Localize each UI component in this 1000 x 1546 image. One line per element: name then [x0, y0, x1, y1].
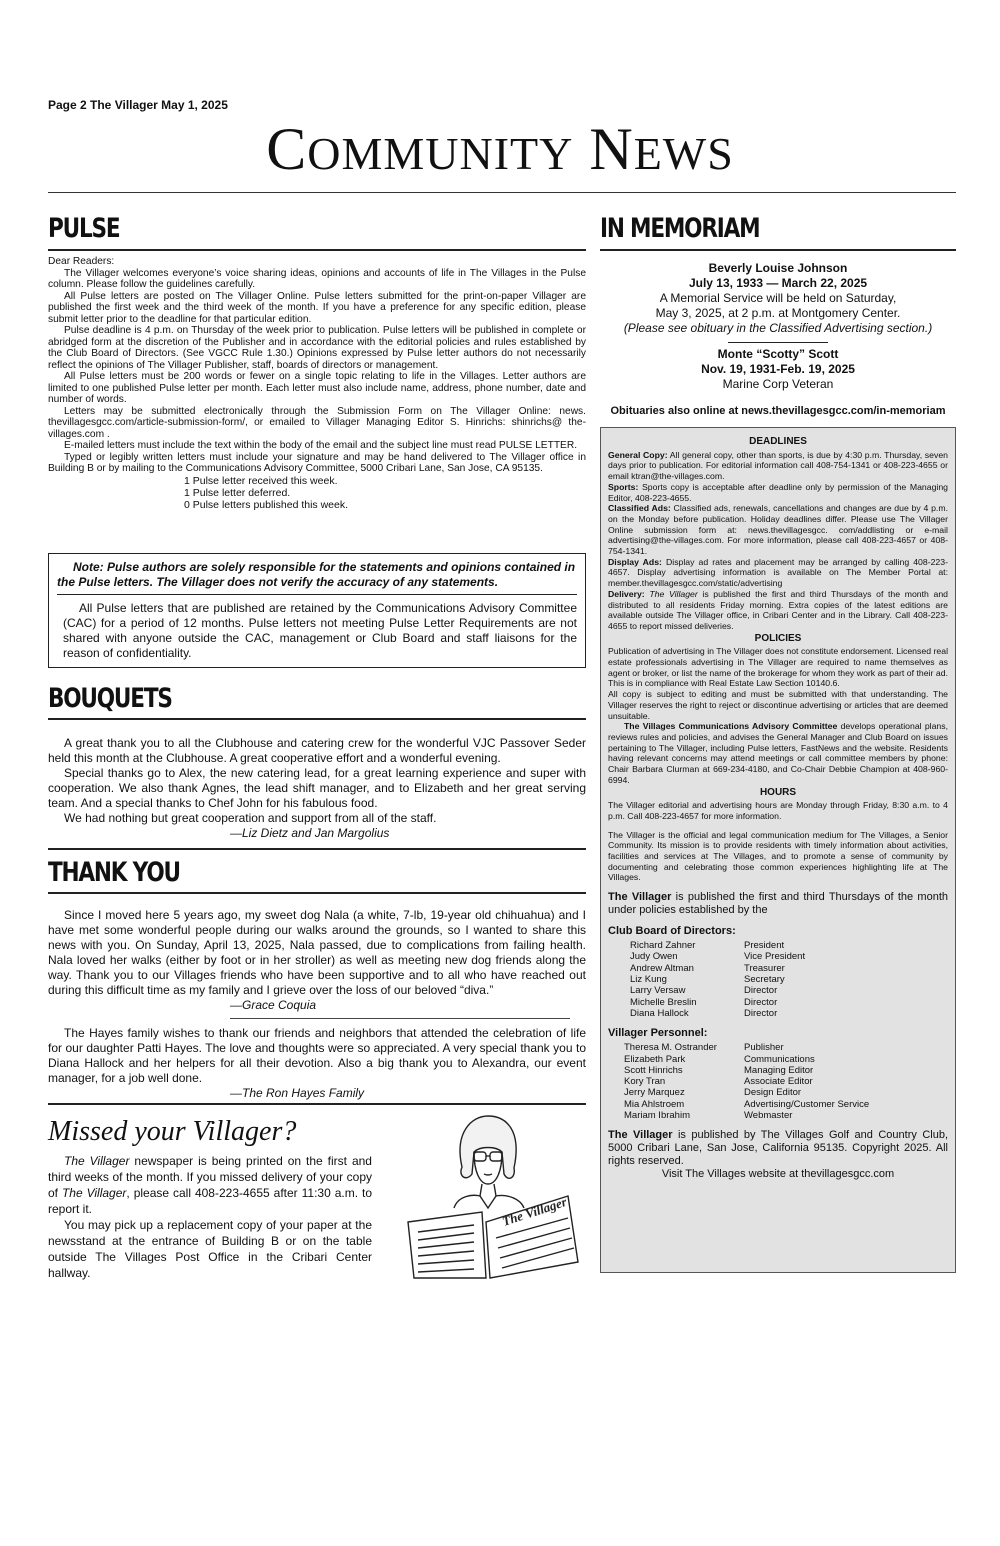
newspaper-masthead: The Villager	[500, 1193, 569, 1229]
section-rule	[48, 1103, 586, 1105]
thank-you-rule	[48, 892, 586, 894]
count-line: 1 Pulse letter received this week.	[184, 474, 338, 487]
roster-row: Judy Owen Vice President	[630, 951, 806, 963]
deadline-delivery: Delivery: The Villager is published the first and third Thursdays of the month and distributed to all residents Friday morning. Extra copies of the latest editions are available outside The Villager office, in Cribari Center and in the Library. Call 408-223-4655 to report missed deliveries.	[608, 588, 948, 631]
bouquets-paragraph: Special thanks go to Alex, the new catering lead, for a great learning experience and super with cooperation. We also thank Agnes, the lead shift manager, and to Elizabeth and her great serving team. And a special thanks to Chef John for his fabulous food.	[48, 766, 586, 810]
roster-row: Richard Zahner President	[630, 940, 785, 952]
board-roster	[630, 940, 948, 1019]
roster-row: Theresa M. Ostrander Publisher	[624, 1042, 784, 1054]
roster-row: Mia Ahlstroem Advertising/Customer Service	[624, 1098, 870, 1110]
roster-row: Kory Tran Associate Editor	[624, 1076, 813, 1088]
pulse-heading: PULSE	[48, 213, 120, 244]
roster-row: Scott Hinrichs Managing Editor	[624, 1064, 814, 1076]
memoriam-entry	[600, 261, 956, 392]
info-box	[600, 427, 956, 1273]
obituary-note: (Please see obituary in the Classified Advertising section.)	[623, 321, 933, 335]
bouquets-section	[48, 684, 586, 841]
obituaries-online-link[interactable]: Obituaries also online at news.thevillagesgcc.com/in-memoriam	[610, 405, 946, 417]
pulse-counts	[184, 475, 586, 511]
roster-row: Liz Kung Secretary	[630, 974, 785, 986]
memoriam-rule	[600, 249, 956, 251]
service-info: Marine Corp Veteran	[722, 377, 834, 391]
entry-divider	[728, 342, 828, 343]
life-dates: Nov. 19, 1931-Feb. 19, 2025	[701, 362, 855, 376]
published-text: The Villager is published the first and third Thursdays of the month under policies established by the	[608, 891, 949, 917]
pulse-paragraph: All Pulse letters are posted on The Villager Online. Pulse letters submitted for the print-on-paper Villager are published the first week and the third week of the month. If you have a preference for any specific edition, please submit letter prior to the deadline for that particular edition.	[48, 290, 586, 325]
personnel-roster	[624, 1042, 948, 1121]
deadline-sports: Sports: Sports copy is acceptable after deadline only by permission of the Managing Editor, 408-223-4655.	[608, 481, 948, 503]
pulse-note: Note: Pulse authors are solely responsible for the statements and opinions contained in the Pulse letters. The Villager does not verify the accuracy of any statements.	[57, 560, 576, 589]
pulse-note-box	[48, 553, 586, 668]
letter-divider	[230, 1018, 570, 1019]
memoriam-heading: IN MEMORIAM	[600, 213, 760, 244]
memoriam-section	[600, 214, 956, 417]
pulse-paragraph: All Pulse letters must be 200 words or fewer on a single topic relating to life in the Villages. Letter authors are limited to one published Pulse letter per month. Each letter must also include name, address, phone number, date and number of words.	[48, 371, 586, 405]
page-header: Page 2 The Villager May 1, 2025	[48, 98, 228, 112]
bouquets-paragraph: A great thank you to all the Clubhouse and catering crew for the wonderful VJC Passover Seder held this month at the Clubhouse. A great cooperative effort and a wonderful evening.	[48, 736, 586, 765]
missed-title: Missed your Villager?	[48, 1116, 297, 1147]
pulse-paragraph: E-mailed letters must include the text within the body of the email and the subject line must read PULSE LETTER.	[64, 440, 578, 451]
deadline-classified: Classified Ads: Classified ads, renewals, cancellations and changes are due by 4 p.m. on the Monday before publication. Holiday deadlines differ. Please use The Villager Online submission form at: news.thevillagesgcc. com/addlisting or e-mail advertising@the-villages.com. For more information, please call 408-223-4657 or 408-754-1341.	[608, 503, 948, 557]
policy-text: All copy is subject to editing and must be submitted with that understanding. The Villager reserves the right to reject or discontinue advertising or articles that are deemed unsuitable.	[608, 689, 948, 721]
hours-text: The Villager editorial and advertising hours are Monday through Friday, 8:30 a.m. to 4 p.m. Call 408-223-4657 for more information.	[608, 800, 948, 821]
woman-reading-newspaper-illustration	[404, 1112, 582, 1280]
thank-you-letter: The Hayes family wishes to thank our friends and neighbors that attended the celebration of life for our daughter Patti Hayes. The love and thoughts were so appreciated. A very special thank you to Diana Hallock and her helpers for all their devotion. Also a big thank you to Alexandra, our event manager, for a job well done.	[48, 1026, 586, 1085]
bouquets-rule	[48, 718, 586, 720]
pulse-body	[48, 256, 586, 511]
count-line: 0 Pulse letters published this week.	[184, 498, 349, 511]
bouquets-body	[48, 736, 586, 841]
board-title: Club Board of Directors:	[608, 925, 736, 938]
missed-body	[48, 1153, 372, 1281]
thank-you-body	[48, 908, 586, 1101]
pulse-paragraph: Letters may be submitted electronically through the Submission Form on The Villager Online: news. thevillagesgcc.com/article-submission-form/, or emailed to Villager Managing Editor S. Hinrichs: shinrichs@ the-villages.com .	[48, 405, 586, 440]
roster-row: Michelle Breslin Director	[630, 996, 778, 1008]
pulse-paragraph: The Villager welcomes everyone’s voice sharing ideas, opinions and accounts of life in The Villages in the Pulse column. Please follow the guidelines carefully.	[48, 267, 586, 290]
life-dates: July 13, 1933 — March 22, 2025	[688, 276, 868, 290]
note-divider	[57, 594, 577, 595]
thank-you-heading: THANK YOU	[48, 857, 180, 888]
personnel-title: Villager Personnel:	[608, 1027, 708, 1040]
thank-you-section	[48, 858, 586, 1101]
missed-paragraph: The Villager newspaper is being printed on the first and third weeks of the month. If you missed delivery of your copy of The Villager, please call 408-223-4655 after 11:30 a.m. to report it.	[48, 1154, 372, 1216]
roster-row: Diana Hallock Director	[630, 1007, 778, 1019]
pulse-rule	[48, 249, 586, 251]
count-line: 1 Pulse letter deferred.	[184, 486, 291, 499]
roster-row: Larry Versaw Director	[630, 985, 778, 997]
missed-paragraph: You may pick up a replacement copy of your paper at the newsstand at the entrance of Building B or on the table outside The Villages Post Office in the Cribari Center hallway.	[48, 1218, 372, 1280]
policy-text: Publication of advertising in The Villager does not constitute endorsement. Licensed real estate professionals advertising in The Villager are required to name themselves as agent or broker, or list the name of the brokerage for whom they work as part of their ad. This is in compliance with Real Estate Law Section 10140.6.	[608, 646, 948, 689]
salutation: Dear Readers:	[48, 256, 115, 267]
deadline-display: Display Ads: Display ad rates and placement may be arranged by calling 408-223-4657. Display advertising information is available on The Member Portal at: member.thevillagesgcc.com/static/advertising	[608, 556, 948, 589]
signature: —The Ron Hayes Family	[230, 1086, 365, 1100]
service-info: May 3, 2025, at 2 p.m. at Montgomery Center.	[655, 306, 901, 320]
deceased-name: Monte “Scotty” Scott	[717, 347, 839, 361]
deadlines-title: DEADLINES	[749, 436, 807, 447]
pulse-paragraph: Typed or legibly written letters must include your signature and may be hand delivered to The Villager office in Building B or by mailing to the Communications Advisory Committee, 5000 Cribari Lane, San Jose, CA 95135.	[48, 451, 586, 474]
mission-text: The Villager is the official and legal communication medium for The Villages, a Senior Community. Its mission is to provide residents with timely information about activities, facilities and services at The Villages, and to promote a sense of community by documenting and celebrating those common experiences highlighting life at The Villages.	[608, 829, 948, 883]
roster-row: Andrew Altman Treasurer	[630, 962, 785, 974]
service-info: A Memorial Service will be held on Saturday,	[659, 291, 897, 305]
roster-row: Jerry Marquez Design Editor	[624, 1087, 802, 1099]
thank-you-letter: Since I moved here 5 years ago, my sweet dog Nala (a white, 7-lb, 19-year old chihuahua) and I have met some wonderful people during our walks around the grounds, so I wanted to share this news with you. On Sunday, April 13, 2025, Nala passed, due to complications from failing health. Nala loved her walks (either by foot or in her stroller) as well as meeting new dog friends along the way. Thank you to our Villages friends who have been supportive and to all who have reached out during this difficult time as my family and I grieve over the loss of our beloved “diva.”	[48, 908, 586, 997]
retention-note: All Pulse letters that are published are retained by the Communications Advisory Committee (CAC) for a period of 12 months. Pulse letters not meeting Pulse Letter Requirements are not shared with anyone outside the CAC, management or Club Board and staff liaisons for the reason of confidentiality.	[63, 601, 577, 660]
publisher-text: The Villager is published by The Villages Golf and Country Club, 5000 Cribari Lane, San Jose, California 95135. Copyright 2025. All rights reserved.	[608, 1129, 948, 1168]
hours-title: HOURS	[759, 786, 797, 798]
banner-rule	[48, 192, 956, 193]
bouquets-paragraph: We had nothing but great cooperation and support from all of the staff.	[64, 811, 437, 825]
policies-title: POLICIES	[754, 632, 802, 644]
roster-row: Elizabeth Park Communications	[624, 1053, 815, 1065]
bouquets-heading: BOUQUETS	[48, 683, 172, 714]
section-banner: COMMUNITY NEWS	[266, 116, 734, 182]
website-link[interactable]: Visit The Villages website at thevillagesgcc.com	[661, 1168, 895, 1181]
signature: —Liz Dietz and Jan Margolius	[230, 826, 390, 840]
pulse-paragraph: Pulse deadline is 4 p.m. on Thursday of the week prior to publication. Pulse letters will be published in complete or abridged form at the discretion of the Publisher and in accordance with the editorial policies and rules established by the Club Board of Directors. (See VGCC Rule 1.30.) Opinions expressed by Pulse letter authors do not necessarily reflect the opinions of The Villager Publisher, staff, boards of directors or management.	[48, 325, 586, 371]
signature: —Grace Coquia	[230, 998, 317, 1012]
deceased-name: Beverly Louise Johnson	[708, 261, 848, 275]
section-rule	[48, 848, 586, 850]
deadline-general: General Copy: All general copy, other than sports, is due by 4:30 p.m. Thursday, seven days prior to publication. For editorial information call 408-754-1341 or 408-223-4655 or email ktran@the-villages.com.	[608, 449, 948, 482]
cac-text: The Villages Communications Advisory Committee develops operational plans, reviews rules and policies, and advises the General Manager and Club Board on issues pertaining to The Villager, including Pulse letters, FastNews and the website. Residents having relevant concerns may attend meetings or call committee members by phone: Chair Barbara Clurman at 669-234-4180, and Co-Chair Debbie Champion at 408-960-6994.	[608, 721, 949, 785]
pulse-section	[48, 214, 586, 511]
roster-row: Mariam Ibrahim Webmaster	[624, 1109, 793, 1121]
